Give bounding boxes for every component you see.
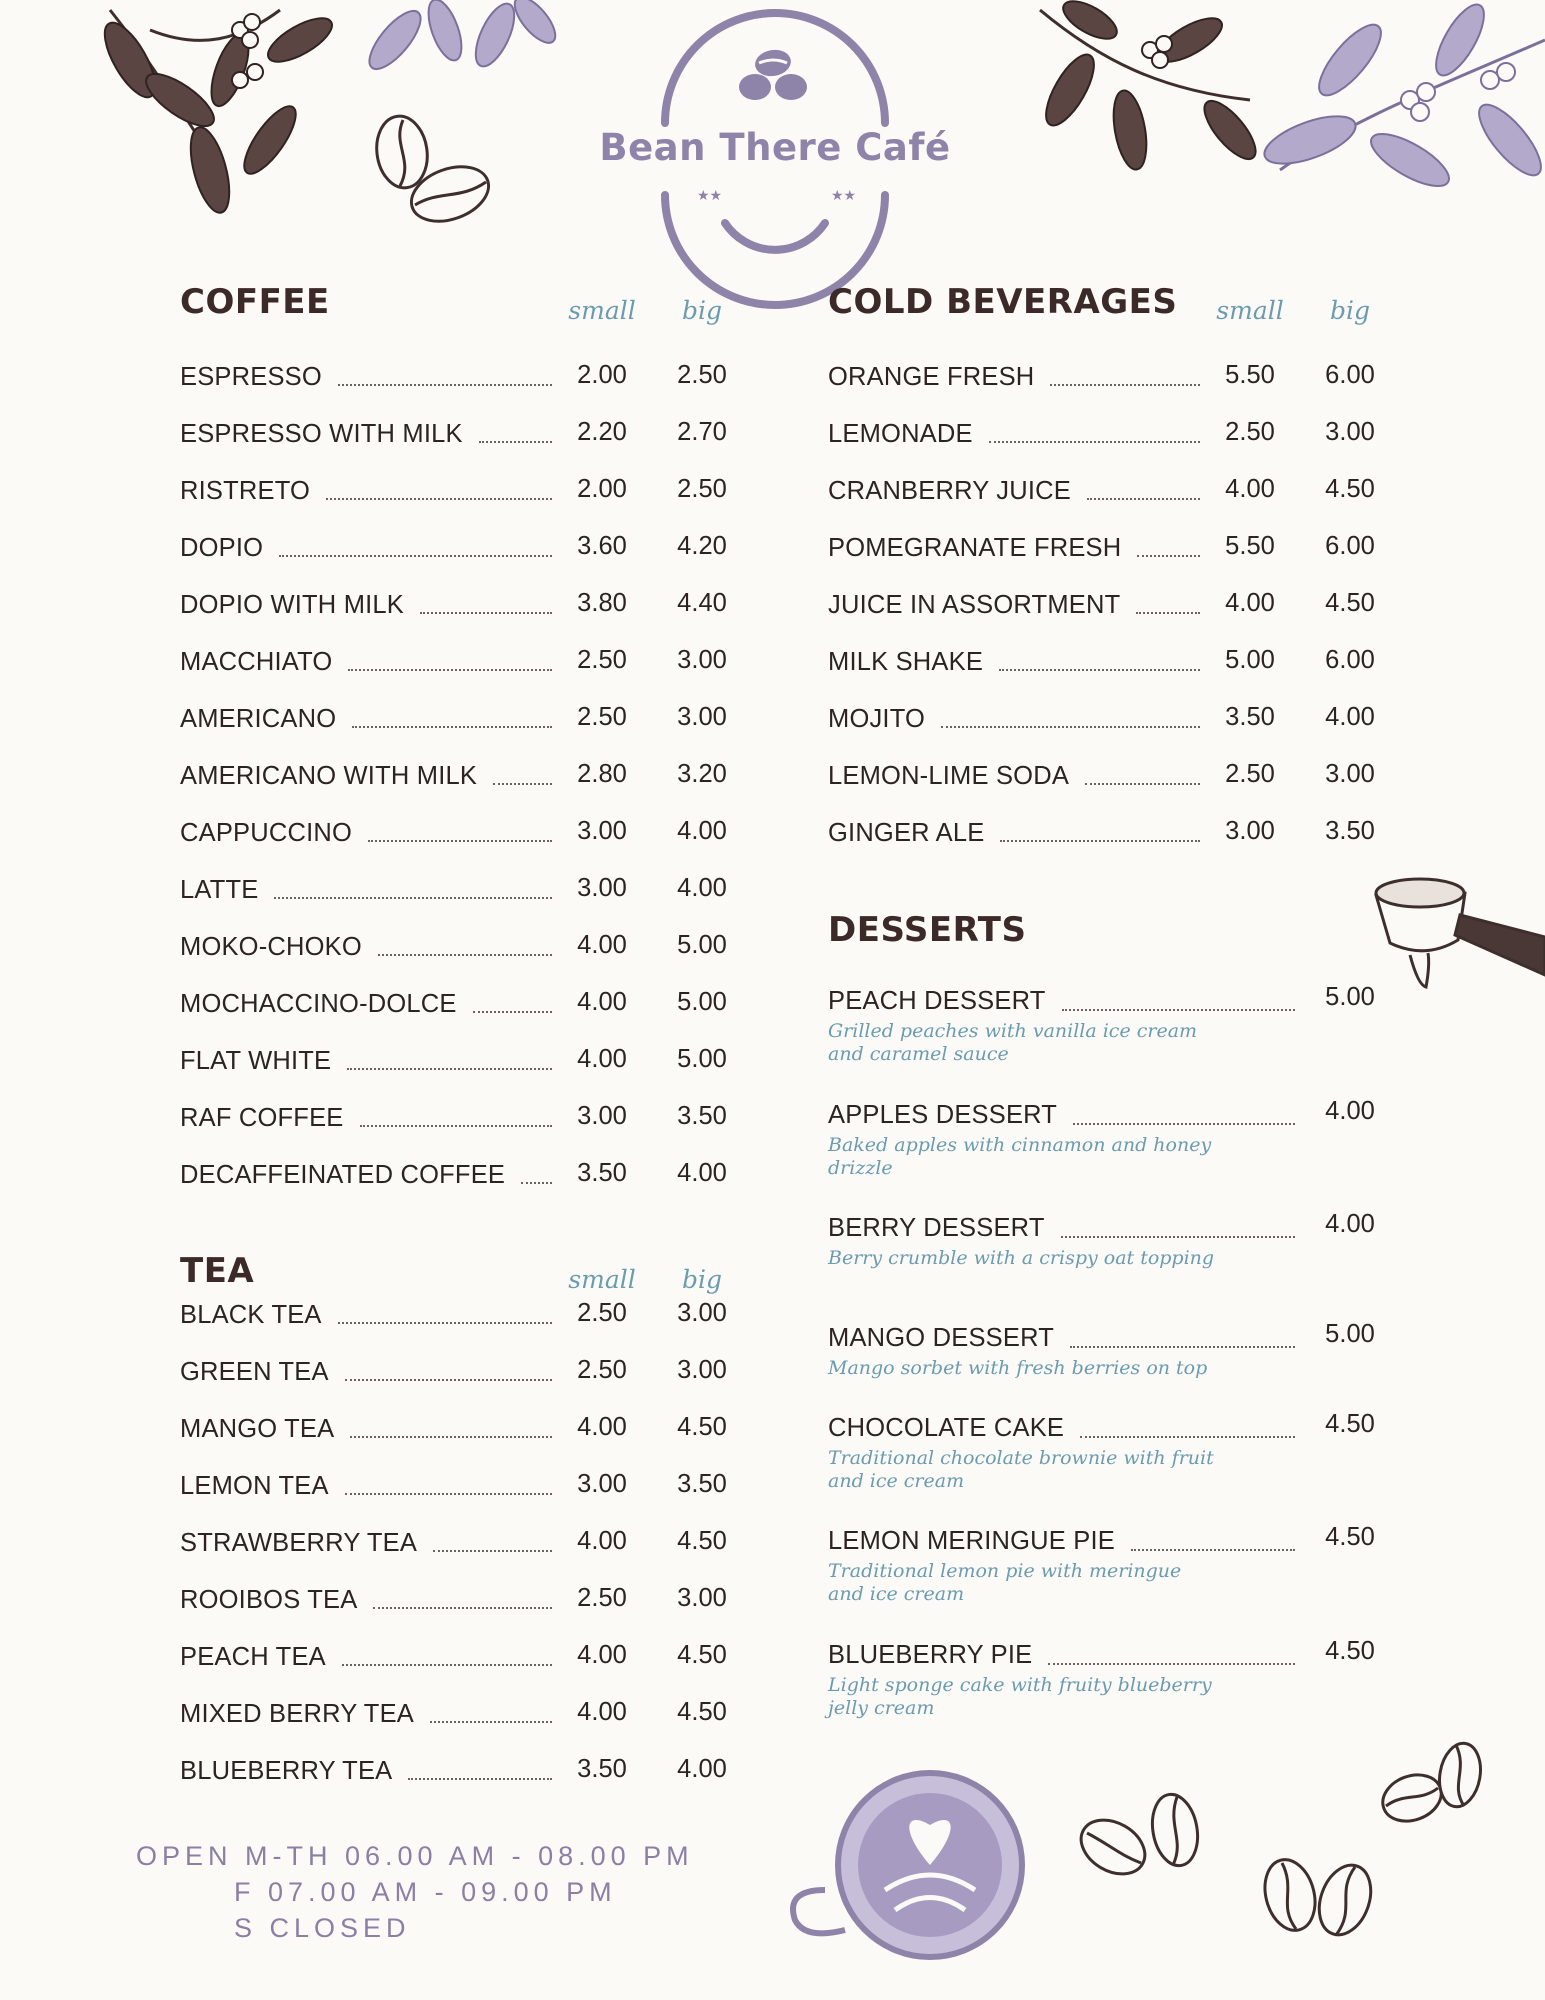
dot-leader <box>1137 555 1200 557</box>
dot-leader <box>420 612 552 614</box>
price-big: 4.50 <box>1325 475 1375 503</box>
price-small: 2.00 <box>577 361 627 389</box>
menu-item-row <box>180 1350 747 1394</box>
dot-leader <box>1070 1346 1295 1348</box>
dessert-description: Grilled peaches with vanilla ice cream and caramel sauce <box>828 1020 1198 1065</box>
price-big: 3.00 <box>677 703 727 731</box>
price-big: 5.00 <box>677 1045 727 1073</box>
dot-leader <box>1048 1663 1295 1665</box>
dessert-description: Light sponge cake with fruity blueberry jelly cream <box>828 1674 1212 1719</box>
dot-leader <box>368 840 552 842</box>
price-small: 5.00 <box>1225 646 1275 674</box>
menu-item-row <box>180 1407 747 1451</box>
dot-leader <box>493 783 552 785</box>
dot-leader <box>521 1182 552 1184</box>
price-small: 3.80 <box>577 589 627 617</box>
small-size-header: small <box>568 1265 636 1294</box>
menu-item-row <box>180 1039 747 1083</box>
dessert-price: 4.50 <box>1325 1523 1375 1551</box>
price-big: 2.50 <box>677 361 727 389</box>
price-big: 4.00 <box>677 817 727 845</box>
dessert-price: 4.00 <box>1325 1097 1375 1125</box>
menu-item-row <box>180 1153 747 1197</box>
price-small: 4.00 <box>577 931 627 959</box>
menu-item-row <box>828 526 1395 570</box>
menu-item-name: JUICE IN ASSORTMENT <box>828 590 1121 619</box>
dot-leader <box>373 1607 552 1609</box>
price-small: 5.50 <box>1225 532 1275 560</box>
dot-leader <box>408 1778 552 1780</box>
dot-leader <box>473 1011 552 1013</box>
price-big: 6.00 <box>1325 361 1375 389</box>
dot-leader <box>1073 1123 1295 1125</box>
dot-leader <box>360 1125 552 1127</box>
price-big: 3.50 <box>677 1470 727 1498</box>
dot-leader <box>338 1322 552 1324</box>
price-big: 4.00 <box>677 1159 727 1187</box>
menu-item-name: ROOIBOS TEA <box>180 1585 358 1614</box>
dessert-name: APPLES DESSERT <box>828 1101 1058 1129</box>
price-big: 3.00 <box>1325 418 1375 446</box>
menu-item-name: LEMON-LIME SODA <box>828 761 1070 790</box>
coffee-bean-icon <box>1075 1785 1215 1895</box>
dessert-price: 4.50 <box>1325 1410 1375 1438</box>
dot-leader <box>347 1068 552 1070</box>
price-big: 3.50 <box>1325 817 1375 845</box>
dot-leader <box>338 384 552 386</box>
menu-item-name: RISTRETO <box>180 476 311 505</box>
price-small: 2.00 <box>577 475 627 503</box>
dot-leader <box>352 726 552 728</box>
small-size-header: small <box>568 296 636 325</box>
price-small: 2.50 <box>1225 418 1275 446</box>
dessert-name: BLUEBERRY PIE <box>828 1641 1033 1669</box>
menu-item-name: CRANBERRY JUICE <box>828 476 1071 505</box>
dot-leader <box>348 669 552 671</box>
price-big: 3.00 <box>677 1299 727 1327</box>
coffee-bean-icon <box>1380 1740 1490 1840</box>
menu-item-name: DECAFFEINATED COFFEE <box>180 1160 506 1189</box>
dessert-name: CHOCOLATE CAKE <box>828 1414 1065 1442</box>
big-size-header: big <box>1329 296 1370 325</box>
menu-item-name: RAF COFFEE <box>180 1103 344 1132</box>
menu-item-row <box>828 811 1395 855</box>
dot-leader <box>350 1436 552 1438</box>
price-small: 3.00 <box>577 1102 627 1130</box>
price-big: 3.00 <box>677 1584 727 1612</box>
big-size-header: big <box>681 296 722 325</box>
menu-item-name: ESPRESSO WITH MILK <box>180 419 463 448</box>
menu-item-name: MIXED BERRY TEA <box>180 1699 414 1728</box>
coffee-branch-icon <box>1030 0 1270 180</box>
dessert-description: Traditional lemon pie with meringue and ice cream <box>828 1560 1182 1605</box>
menu-item-row <box>180 754 747 798</box>
section-title: TEA <box>180 1251 255 1291</box>
price-small: 3.50 <box>1225 703 1275 731</box>
menu-item-row <box>180 811 747 855</box>
menu-item-row <box>180 982 747 1026</box>
menu-item-name: STRAWBERRY TEA <box>180 1528 418 1557</box>
dot-leader <box>430 1721 552 1723</box>
menu-item-name: DOPIO <box>180 533 264 562</box>
dot-leader <box>1061 1236 1295 1238</box>
price-big: 4.00 <box>677 1755 727 1783</box>
portafilter-icon <box>1370 865 1545 1005</box>
menu-item-row <box>828 412 1395 456</box>
price-small: 4.00 <box>577 1045 627 1073</box>
menu-item-row <box>180 1749 747 1793</box>
menu-item-name: POMEGRANATE FRESH <box>828 533 1122 562</box>
menu-item-name: MANGO TEA <box>180 1414 335 1443</box>
svg-text:★★: ★★ <box>697 188 723 204</box>
price-big: 4.50 <box>677 1413 727 1441</box>
price-big: 4.00 <box>1325 703 1375 731</box>
price-small: 4.00 <box>577 1698 627 1726</box>
price-small: 2.50 <box>577 1299 627 1327</box>
dot-leader <box>1136 612 1200 614</box>
dot-leader <box>279 555 552 557</box>
dot-leader <box>479 441 552 443</box>
menu-item-row <box>180 1692 747 1736</box>
menu-item-row <box>180 412 747 456</box>
dessert-name: MANGO DESSERT <box>828 1324 1054 1352</box>
price-big: 3.00 <box>677 646 727 674</box>
price-big: 6.00 <box>1325 646 1375 674</box>
coffee-branch-icon <box>365 0 555 90</box>
menu-item-row <box>828 469 1395 513</box>
price-big: 4.40 <box>677 589 727 617</box>
menu-item-name: AMERICANO <box>180 704 337 733</box>
dot-leader <box>999 669 1200 671</box>
menu-item-name: ESPRESSO <box>180 362 322 391</box>
price-big: 2.70 <box>677 418 727 446</box>
menu-item-name: ORANGE FRESH <box>828 362 1035 391</box>
section-title: COFFEE <box>180 282 330 322</box>
latte-cup-icon <box>785 1770 1045 1970</box>
menu-item-row <box>828 640 1395 684</box>
menu-item-row <box>180 526 747 570</box>
menu-item-name: PEACH TEA <box>180 1642 326 1671</box>
coffee-bean-icon <box>370 110 500 230</box>
menu-item-row <box>828 355 1395 399</box>
price-big: 4.50 <box>1325 589 1375 617</box>
menu-item-name: CAPPUCCINO <box>180 818 353 847</box>
dessert-description: Berry crumble with a crispy oat topping <box>828 1247 1215 1269</box>
price-big: 4.00 <box>677 874 727 902</box>
menu-item-row <box>180 1578 747 1622</box>
price-small: 4.00 <box>1225 475 1275 503</box>
coffee-bean-icon <box>1260 1845 1380 1955</box>
menu-item-row <box>180 868 747 912</box>
menu-item-name: GREEN TEA <box>180 1357 329 1386</box>
dessert-description: Mango sorbet with fresh berries on top <box>828 1357 1208 1379</box>
big-size-header: big <box>681 1265 722 1294</box>
price-small: 4.00 <box>1225 589 1275 617</box>
menu-item-name: MACCHIATO <box>180 647 333 676</box>
price-small: 3.00 <box>577 817 627 845</box>
price-small: 3.00 <box>577 874 627 902</box>
price-small: 3.50 <box>577 1159 627 1187</box>
dot-leader <box>342 1664 552 1666</box>
price-small: 4.00 <box>577 988 627 1016</box>
menu-item-row <box>180 583 747 627</box>
price-small: 3.00 <box>1225 817 1275 845</box>
coffee-branch-icon <box>90 0 350 230</box>
price-big: 3.00 <box>677 1356 727 1384</box>
dessert-description: Traditional chocolate brownie with fruit and ice cream <box>828 1447 1214 1492</box>
menu-item-row <box>828 754 1395 798</box>
menu-item-row <box>180 925 747 969</box>
price-big: 6.00 <box>1325 532 1375 560</box>
dessert-name: LEMON MERINGUE PIE <box>828 1527 1115 1555</box>
price-small: 3.50 <box>577 1755 627 1783</box>
menu-item-name: MILK SHAKE <box>828 647 984 676</box>
price-big: 4.50 <box>677 1698 727 1726</box>
hours-line: OPEN M-TH 06.00 AM - 08.00 PM <box>136 1841 694 1871</box>
menu-item-name: AMERICANO WITH MILK <box>180 761 478 790</box>
menu-item-row <box>180 469 747 513</box>
dot-leader <box>1062 1009 1295 1011</box>
price-big: 4.20 <box>677 532 727 560</box>
menu-item-name: GINGER ALE <box>828 818 985 847</box>
menu-item-name: LATTE <box>180 875 259 904</box>
price-big: 4.50 <box>677 1641 727 1669</box>
coffee-branch-icon <box>1260 0 1545 230</box>
price-big: 3.50 <box>677 1102 727 1130</box>
menu-item-name: DOPIO WITH MILK <box>180 590 405 619</box>
price-big: 5.00 <box>677 988 727 1016</box>
menu-item-row <box>180 1293 747 1337</box>
hours-line: S CLOSED <box>234 1913 411 1943</box>
dot-leader <box>989 441 1200 443</box>
dot-leader <box>1050 384 1200 386</box>
price-small: 4.00 <box>577 1641 627 1669</box>
menu-item-row <box>180 355 747 399</box>
brand-name: Bean There Café <box>599 126 951 169</box>
price-small: 2.50 <box>577 646 627 674</box>
dot-leader <box>1087 498 1200 500</box>
price-small: 3.60 <box>577 532 627 560</box>
menu-item-row <box>180 640 747 684</box>
dot-leader <box>1000 840 1200 842</box>
dot-leader <box>1080 1436 1295 1438</box>
price-small: 2.20 <box>577 418 627 446</box>
price-big: 3.20 <box>677 760 727 788</box>
dessert-name: BERRY DESSERT <box>828 1214 1045 1242</box>
dessert-price: 4.50 <box>1325 1637 1375 1665</box>
dot-leader <box>1085 783 1200 785</box>
section-title: COLD BEVERAGES <box>828 282 1178 322</box>
price-small: 4.00 <box>577 1527 627 1555</box>
opening-hours <box>136 1838 694 1946</box>
menu-item-name: LEMONADE <box>828 419 973 448</box>
dot-leader <box>345 1493 552 1495</box>
dessert-description: Baked apples with cinnamon and honey drizzle <box>828 1134 1212 1179</box>
price-small: 2.50 <box>577 703 627 731</box>
dot-leader <box>1131 1549 1295 1551</box>
section-title: DESSERTS <box>828 910 1027 950</box>
price-small: 5.50 <box>1225 361 1275 389</box>
menu-item-name: MOJITO <box>828 704 926 733</box>
price-big: 5.00 <box>677 931 727 959</box>
menu-item-name: FLAT WHITE <box>180 1046 332 1075</box>
dessert-price: 5.00 <box>1325 983 1375 1011</box>
dessert-name: PEACH DESSERT <box>828 987 1046 1015</box>
hours-line: F 07.00 AM - 09.00 PM <box>234 1877 617 1907</box>
price-small: 2.50 <box>1225 760 1275 788</box>
menu-item-name: MOKO-CHOKO <box>180 932 362 961</box>
svg-text:★★: ★★ <box>831 188 857 204</box>
menu-item-name: BLACK TEA <box>180 1300 322 1329</box>
menu-item-name: LEMON TEA <box>180 1471 329 1500</box>
menu-item-row <box>180 1464 747 1508</box>
menu-item-row <box>828 697 1395 741</box>
price-small: 3.00 <box>577 1470 627 1498</box>
menu-item-row <box>180 1521 747 1565</box>
menu-item-name: MOCHACCINO-DOLCE <box>180 989 457 1018</box>
menu-item-row <box>180 697 747 741</box>
small-size-header: small <box>1216 296 1284 325</box>
menu-item-row <box>180 1096 747 1140</box>
dot-leader <box>274 897 552 899</box>
menu-item-row <box>828 583 1395 627</box>
dot-leader <box>433 1550 552 1552</box>
price-big: 2.50 <box>677 475 727 503</box>
menu-item-name: BLUEBERRY TEA <box>180 1756 393 1785</box>
dot-leader <box>378 954 552 956</box>
price-small: 2.80 <box>577 760 627 788</box>
dot-leader <box>345 1379 552 1381</box>
price-small: 4.00 <box>577 1413 627 1441</box>
price-small: 2.50 <box>577 1356 627 1384</box>
dot-leader <box>941 726 1200 728</box>
dessert-price: 4.00 <box>1325 1210 1375 1238</box>
price-small: 2.50 <box>577 1584 627 1612</box>
menu-item-row <box>180 1635 747 1679</box>
dot-leader <box>326 498 552 500</box>
price-big: 3.00 <box>1325 760 1375 788</box>
dessert-price: 5.00 <box>1325 1320 1375 1348</box>
price-big: 4.50 <box>677 1527 727 1555</box>
